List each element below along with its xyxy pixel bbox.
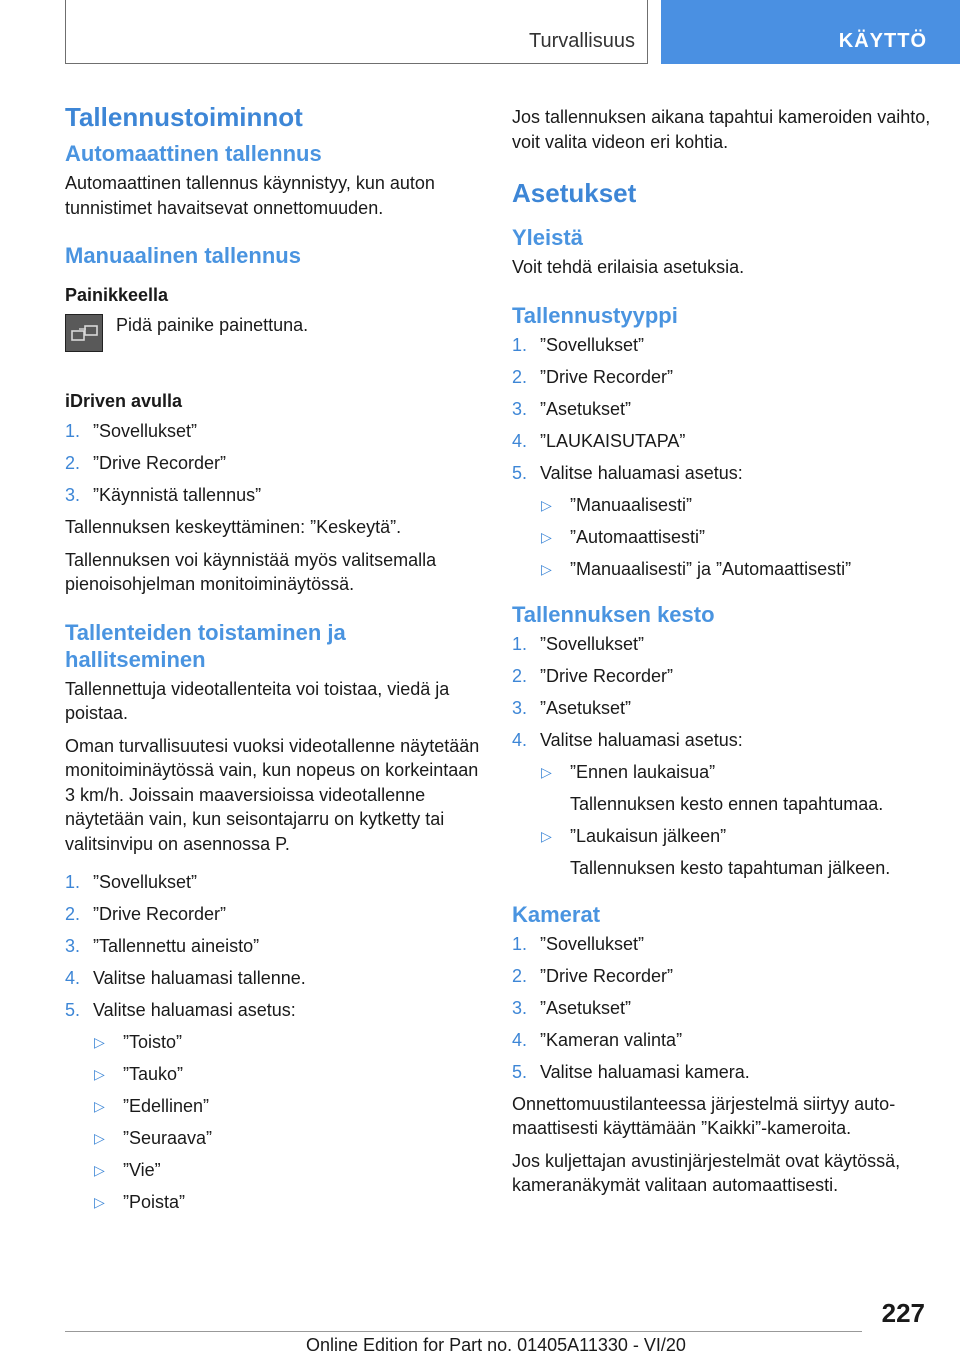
duration-options	[512, 760, 932, 881]
recording-type-steps	[512, 333, 932, 486]
list-item: 4. Valitse haluamasi tallenne.	[65, 968, 306, 988]
heading-settings: Asetukset	[512, 178, 637, 208]
heading-playback: Tallenteiden toistaminen ja hallitseminen	[65, 619, 346, 672]
automatic-recording-text: Automaattinen tallennus käynnistyy, kun auton tunnistimet havaitsevat onnettomuuden.	[65, 173, 435, 218]
general-text: Voit tehdä erilaisia asetuksia.	[512, 257, 745, 277]
heading-cameras: Kamerat	[512, 901, 601, 927]
list-item: 5. Valitse haluamasi asetus:	[65, 1000, 296, 1020]
footer-divider	[65, 1331, 862, 1332]
recording-type-options	[512, 493, 932, 582]
camera-text-1: Onnettomuustilanteessa järjestelmä siirtyy automaattisesti käyttämään ”Kaikki”-kameroita.	[512, 1093, 896, 1138]
list-item: ▷ ”Poista”	[94, 1192, 186, 1212]
heading-recording-duration: Tallennuksen kesto	[512, 602, 715, 627]
list-item: 4. ”Kameran valinta”	[512, 1029, 683, 1050]
list-item: ▷ ”Ennen laukaisua” Tallennuksen kesto ennen tapahtumaa.	[512, 760, 932, 817]
edition-text: Online Edition for Part no. 01405A11330 - VI/20	[306, 1335, 686, 1355]
heading-via-idrive: iDriven avulla	[65, 391, 183, 411]
list-item: 2. ”Drive Recorder”	[512, 666, 674, 686]
list-item: 2. ”Drive Recorder”	[512, 965, 674, 986]
list-item: 1. ”Sovellukset”	[512, 634, 645, 654]
heading-by-button: Painikkeella	[65, 285, 169, 305]
button-instruction-text: Pidä painike painettuna.	[116, 315, 309, 335]
list-item: ▷ ”Toisto”	[94, 1032, 183, 1052]
list-item: 1. ”Sovellukset”	[65, 421, 198, 441]
heading-general: Yleistä	[512, 225, 583, 250]
option-note: Tallennuksen kesto ennen tapahtumaa.	[570, 794, 884, 814]
camera-switch-text: Jos tallennuksen aikana tapahtui kameroiden vaihto, voit valita videon eri kohtia.	[512, 107, 931, 152]
list-item: 3. ”Asetukset”	[512, 398, 632, 419]
list-item: 1. ”Sovellukset”	[512, 933, 645, 954]
heading-recording-functions: Tallennustoiminnot	[65, 102, 303, 132]
list-item: 4. ”LAUKAISUTAPA”	[512, 430, 686, 451]
list-item: ▷ ”Automaattisesti”	[541, 526, 706, 547]
list-item: ▷ ”Vie”	[94, 1160, 161, 1180]
list-item: ▷ ”Tauko”	[94, 1064, 184, 1084]
playback-text-1: Tallennettuja videotallenteita voi toistaa, viedä ja poistaa.	[65, 678, 450, 723]
playback-options	[65, 1030, 480, 1215]
widget-text: Tallennuksen voi käynnistää myös valitsemalla pienoisohjelman monitoiminäytössä.	[65, 549, 437, 594]
left-column	[65, 100, 480, 1222]
chapter-tab-label: KÄYTTÖ	[838, 30, 927, 52]
list-item: 3. ”Käynnistä tallennus”	[65, 485, 262, 505]
heading-automatic-recording: Automaattinen tallennus	[65, 141, 322, 166]
list-item: ▷ ”Laukaisun jälkeen” Tallennuksen kesto tapahtuman jälkeen.	[512, 824, 932, 881]
list-item: 2. ”Drive Recorder”	[65, 904, 227, 924]
record-button-icon	[65, 314, 103, 352]
button-instruction	[65, 313, 480, 357]
list-item: 4. Valitse haluamasi asetus:	[512, 730, 743, 750]
heading-recording-type: Tallennustyyppi	[512, 302, 678, 328]
option-note: Tallennuksen kesto tapahtuman jälkeen.	[570, 858, 891, 878]
list-item: 3. ”Asetukset”	[512, 698, 632, 718]
list-item: 1. ”Sovellukset”	[512, 334, 645, 355]
duration-steps	[512, 632, 932, 753]
list-item: 3. ”Asetukset”	[512, 997, 632, 1018]
playback-steps	[65, 870, 480, 1023]
list-item: 5. Valitse haluamasi kamera.	[512, 1061, 750, 1082]
playback-text-2: Oman turvallisuutesi vuoksi videotallenne näytetään monitoiminäytössä vain, kun nopeus on korkeintaan 3 km/h. Joissain maaversioissa videotallenne näytetään vain, kun seisontajarru on kytketty tai valitsinvipu on asennossa P.	[65, 735, 480, 854]
list-item: 5. Valitse haluamasi asetus:	[512, 462, 743, 483]
list-item: ▷ ”Manuaalisesti” ja ”Automaattisesti”	[541, 558, 852, 579]
chapter-tab	[661, 0, 960, 64]
camera-steps	[512, 932, 932, 1085]
list-item: 2. ”Drive Recorder”	[65, 453, 227, 473]
pause-text: Tallennuksen keskeyttäminen: ”Keskeytä”.	[65, 517, 402, 537]
list-item: ▷ ”Edellinen”	[94, 1096, 210, 1116]
heading-manual-recording: Manuaalinen tallennus	[65, 243, 301, 268]
list-item: ▷ ”Seuraava”	[94, 1128, 213, 1148]
idrive-steps	[65, 419, 480, 508]
camera-text-2: Jos kuljettajan avustinjärjestelmät ovat käytössä, kameranäkymät valitaan automaattisesti.	[512, 1150, 901, 1195]
list-item: 1. ”Sovellukset”	[65, 872, 198, 892]
list-item: 3. ”Tallennettu aineisto”	[65, 936, 260, 956]
section-title: Turvallisuus	[529, 30, 635, 52]
list-item: 2. ”Drive Recorder”	[512, 366, 674, 387]
right-column	[512, 105, 932, 1206]
list-item: ▷ ”Manuaalisesti”	[541, 494, 693, 515]
page-number: 227	[881, 1298, 925, 1328]
